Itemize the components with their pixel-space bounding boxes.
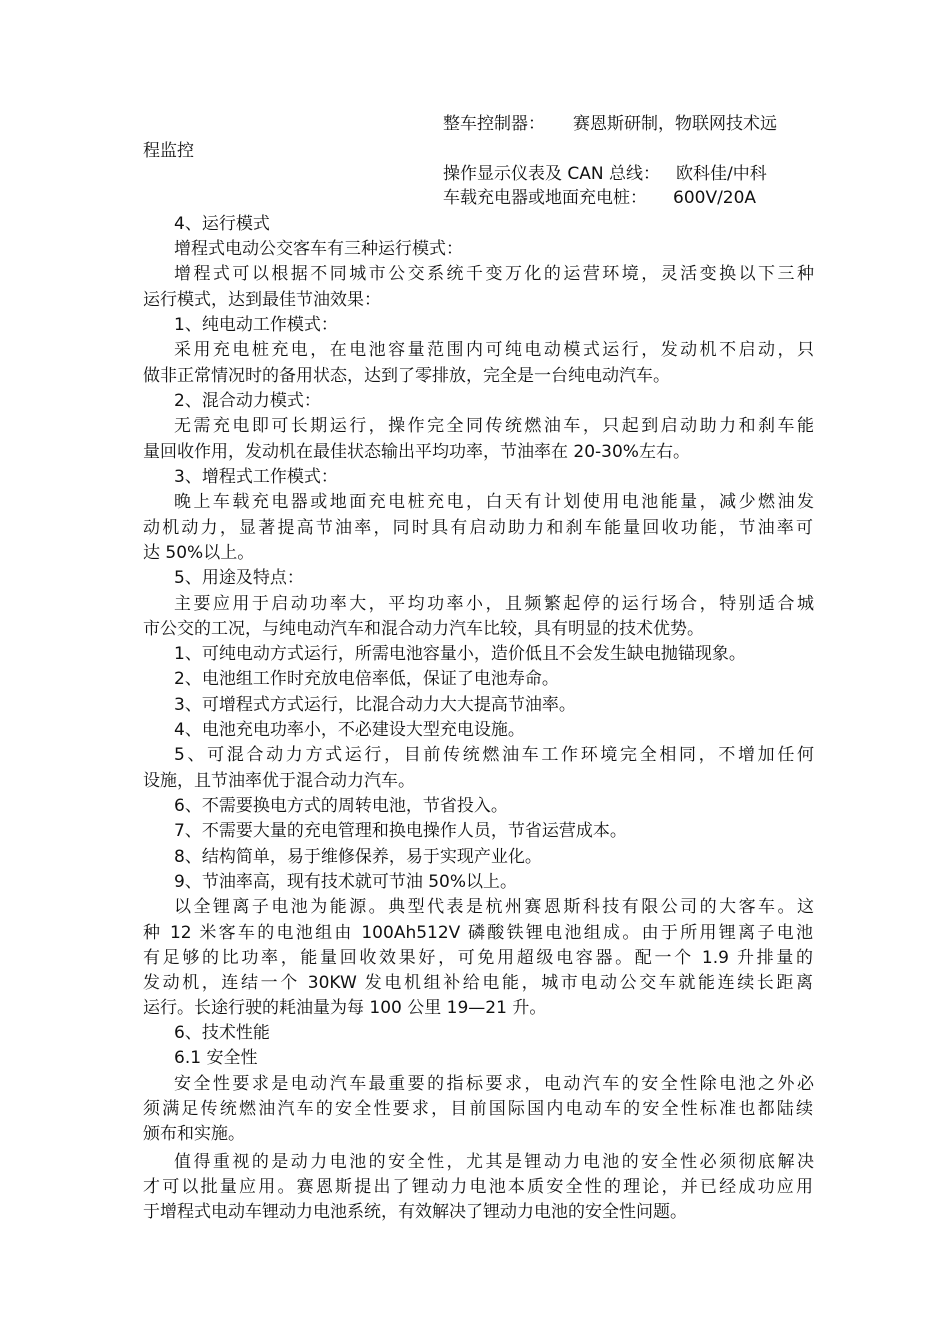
spec-label: 车载充电器或地面充电桩： [443,188,647,208]
spec-display-can [443,162,813,186]
spec-value: 程监控 [143,141,194,161]
list-heading: 2、混合动力模式： [174,391,321,411]
text-line: 有足够的比功率，能量回收效果好，可免用超级电容器。配一个 1.9 升排量的 [143,948,813,968]
text-line: 动机动力，显著提高节油率，同时具有启动助力和刹车能量回收功能，节油率可 [143,518,813,538]
text-line: 增程式电动公交客车有三种运行模式： [174,239,463,259]
text-line: 设施，且节油率优于混合动力汽车。 [143,771,415,791]
list-item: 5、可混合动力方式运行，目前传统燃油车工作环境完全相同，不增加任何 [174,745,814,765]
text-line: 运行。长途行驶的耗油量为每 100 公里 19—21 升。 [143,998,547,1018]
spec-vehicle-controller [443,112,813,136]
text-line: 颁布和实施。 [143,1124,245,1144]
text-line: 达 50%以上。 [143,543,255,563]
text-line: 于增程式电动车锂动力电池系统，有效解决了锂动力电池的安全性问题。 [143,1202,687,1222]
text-line: 安全性要求是电动汽车最重要的指标要求，电动汽车的安全性除电池之外必 [174,1074,814,1094]
list-item: 9、节油率高，现有技术就可节油 50%以上。 [174,872,518,892]
spec-label: 整车控制器： [443,114,545,134]
text-line: 种 12 米客车的电池组由 100Ah512V 磷酸铁锂电池组成。由于所用锂离子电池 [143,923,813,943]
text-line: 发动机，连结一个 30KW 发电机组补给电能，城市电动公交车就能连续长距离 [143,973,813,993]
text-line: 采用充电桩充电，在电池容量范围内可纯电动模式运行，发动机不启动，只 [174,340,814,360]
text-line: 值得重视的是动力电池的安全性，尤其是锂动力电池的安全性必须彻底解决 [174,1152,814,1172]
list-item: 7、不需要大量的充电管理和换电操作人员，节省运营成本。 [174,821,627,841]
spec-value: 欧科佳/中科 [676,164,767,184]
text-line: 增程式可以根据不同城市公交系统千变万化的运营环境，灵活变换以下三种 [174,264,814,284]
text-line: 须满足传统燃油汽车的安全性要求，目前国际国内电动车的安全性标准也都陆续 [143,1099,813,1119]
list-heading: 3、增程式工作模式： [174,467,338,487]
list-item: 1、可纯电动方式运行，所需电池容量小，造价低且不会发生缺电抛锚现象。 [174,644,746,664]
list-item: 2、电池组工作时充放电倍率低，保证了电池寿命。 [174,669,559,689]
section-heading: 4、运行模式 [174,214,270,234]
text-line: 运行模式，达到最佳节油效果： [143,290,381,310]
spec-label: 操作显示仪表及 CAN 总线： [443,164,661,184]
list-item: 8、结构简单，易于维修保养，易于实现产业化。 [174,847,542,867]
spec-charger [443,186,813,210]
section-heading: 6、技术性能 [174,1023,270,1043]
text-line: 才可以批量应用。赛恩斯提出了锂动力电池本质安全性的理论，并已经成功应用 [143,1177,813,1197]
list-item: 6、不需要换电方式的周转电池，节省投入。 [174,796,508,816]
text-line: 做非正常情况时的备用状态，达到了零排放，完全是一台纯电动汽车。 [143,366,670,386]
text-line: 以全锂离子电池为能源。典型代表是杭州赛恩斯科技有限公司的大客车。这 [174,897,814,917]
subsection-heading: 6.1 安全性 [174,1048,258,1068]
text-line: 主要应用于启动功率大，平均功率小，且频繁起停的运行场合，特别适合城 [174,594,814,614]
list-heading: 1、纯电动工作模式： [174,315,338,335]
text-line: 晚上车载充电器或地面充电桩充电，白天有计划使用电池能量，减少燃油发 [174,492,814,512]
section-heading: 5、用途及特点： [174,568,304,588]
spec-value: 赛恩斯研制，物联网技术远 [573,114,777,134]
text-line: 量回收作用，发动机在最佳状态输出平均功率，节油率在 20-30%左右。 [143,442,690,462]
spec-value: 600V/20A [673,188,757,208]
list-item: 4、电池充电功率小，不必建设大型充电设施。 [174,720,525,740]
text-line: 市公交的工况，与纯电动汽车和混合动力汽车比较，具有明显的技术优势。 [143,619,704,639]
spec-continuation [143,139,813,163]
list-item: 3、可增程式方式运行，比混合动力大大提高节油率。 [174,695,576,715]
text-line: 无需充电即可长期运行，操作完全同传统燃油车，只起到启动助力和刹车能 [174,416,814,436]
